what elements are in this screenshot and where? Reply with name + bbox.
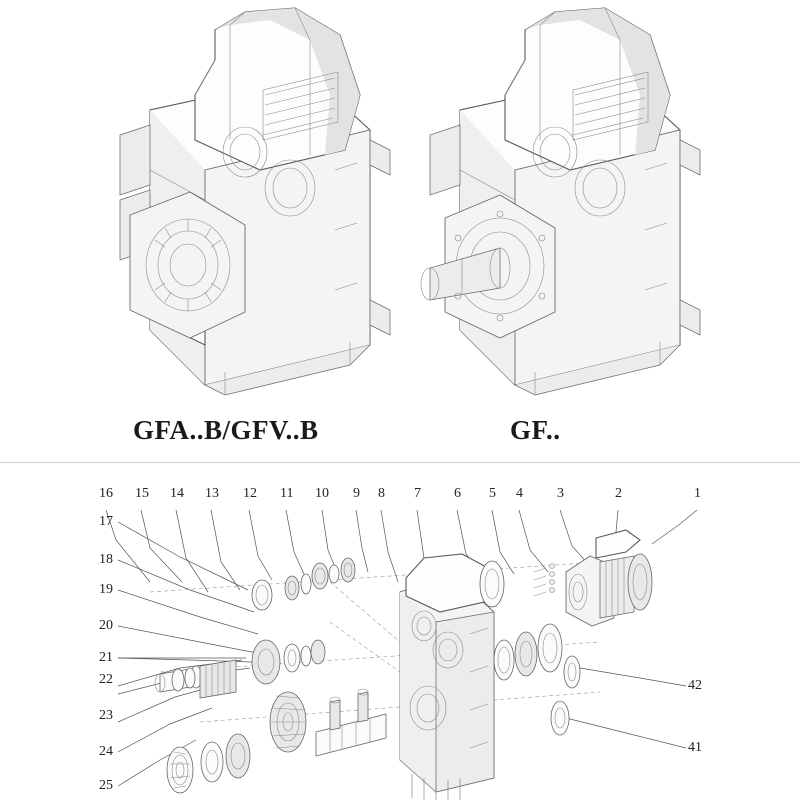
callout-6: 6 [454, 486, 461, 501]
callout-15: 15 [135, 486, 149, 501]
callout-25: 25 [99, 778, 113, 793]
callout-17: 17 [99, 514, 113, 529]
callout-22: 22 [99, 672, 113, 687]
callout-18: 18 [99, 552, 113, 567]
caption-left-unit: GFA..B/GFV..B [133, 415, 319, 445]
callout-3: 3 [557, 486, 564, 501]
gear-unit-right [400, 0, 730, 400]
callout-1: 1 [694, 486, 701, 501]
callout-14: 14 [170, 486, 184, 501]
callout-9: 9 [353, 486, 360, 501]
callout-4: 4 [516, 486, 523, 501]
callout-41: 41 [688, 740, 702, 755]
callout-23: 23 [99, 708, 113, 723]
callout-5: 5 [489, 486, 496, 501]
callout-12: 12 [243, 486, 257, 501]
callout-13: 13 [205, 486, 219, 501]
callout-16: 16 [99, 486, 113, 501]
caption-right-unit: GF.. [510, 415, 561, 445]
gear-unit-left [95, 0, 405, 400]
callout-19: 19 [99, 582, 113, 597]
callout-2: 2 [615, 486, 622, 501]
callout-21: 21 [99, 650, 113, 665]
callout-7: 7 [414, 486, 421, 501]
callout-20: 20 [99, 618, 113, 633]
callout-42: 42 [688, 678, 702, 693]
callout-11: 11 [280, 486, 294, 501]
callout-10: 10 [315, 486, 329, 501]
callout-8: 8 [378, 486, 385, 501]
callout-24: 24 [99, 744, 113, 759]
exploded-parts-view [0, 462, 800, 800]
